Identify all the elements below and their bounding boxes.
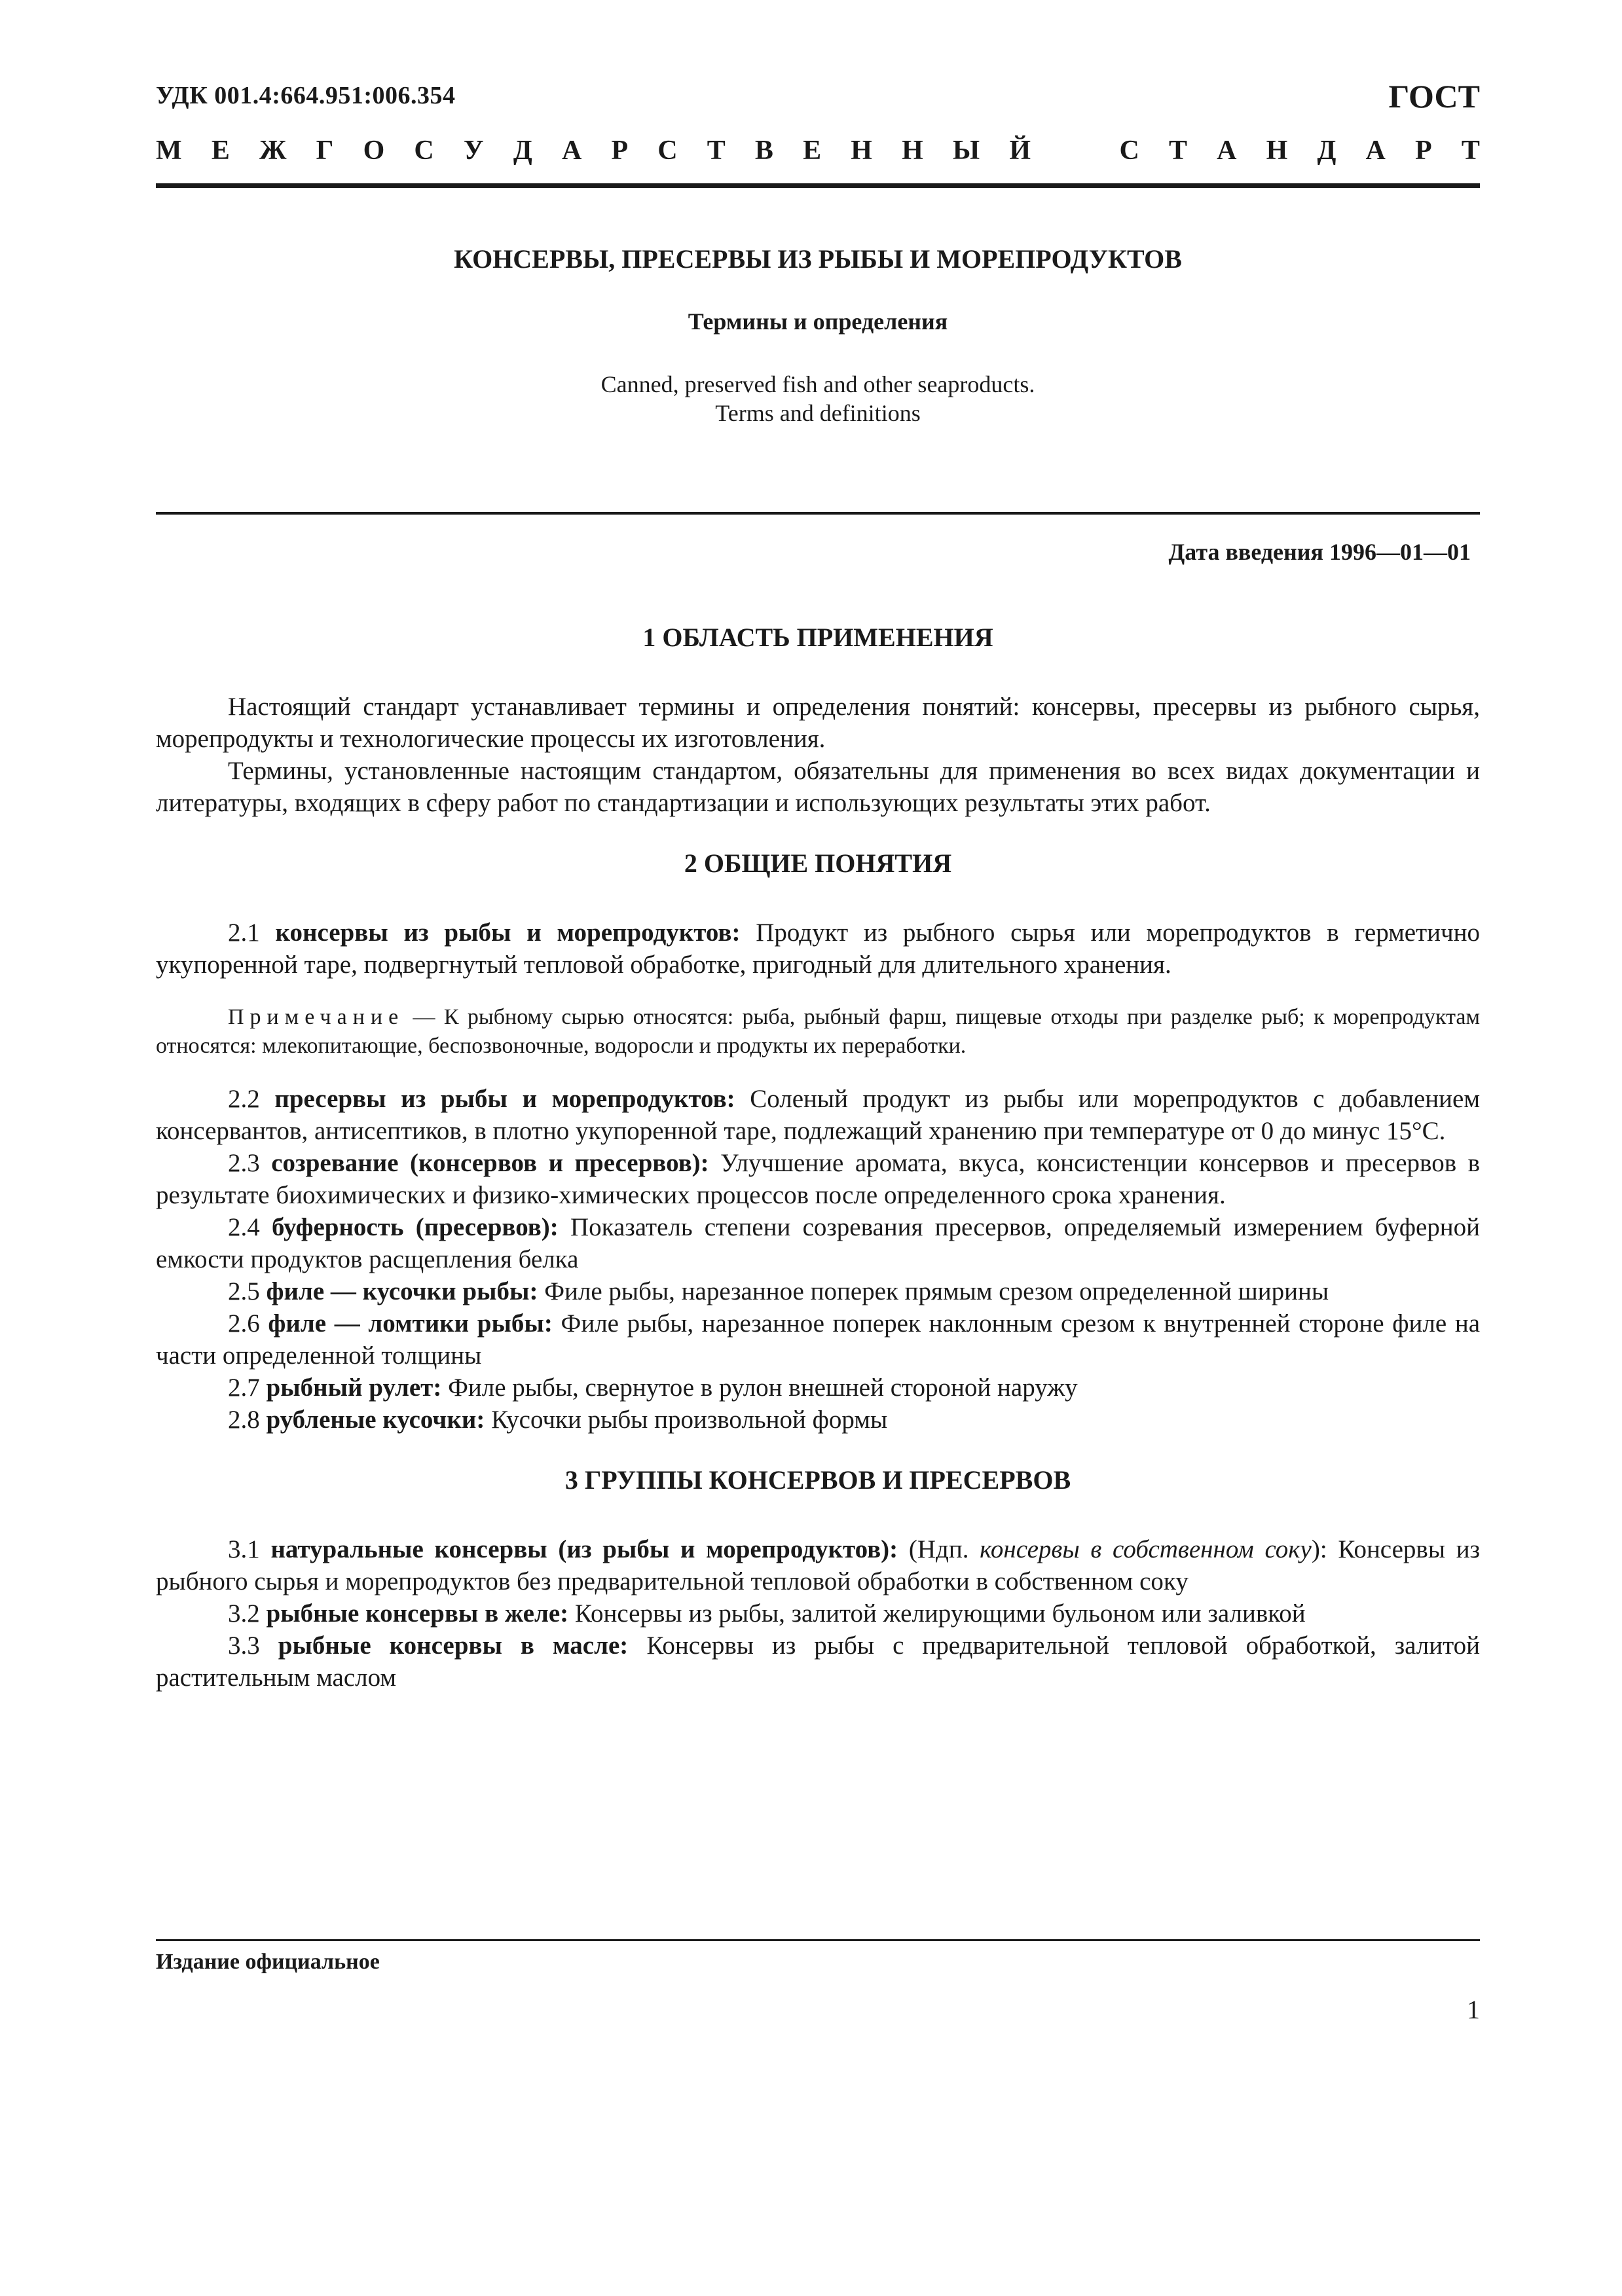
term-definition: Кусочки рыбы произвольной формы	[491, 1406, 888, 1434]
term-name: рубленые кусочки:	[266, 1406, 485, 1434]
paragraph: Термины, установленные настоящим стандартом, обязательны для применения во всех видах документации и литературы, входящих в сферу работ по стандартизации и использующих результаты этих работ.	[156, 757, 1480, 817]
term-definition: Соленый продукт из рыбы или морепродуктов с добавлением консервантов, антисептиков, в плотно укупоренной таре, подлежащий хранению при температуре от 0 до минус 15°С.	[156, 1085, 1481, 1145]
term-name: рыбные консервы в масле:	[278, 1631, 629, 1660]
term-definition: Филе рыбы, свернутое в рулон внешней стороной наружу	[448, 1374, 1078, 1402]
edition-label: Издание официальное	[156, 1950, 380, 1974]
deprecated-term: консервы в собственном соку	[980, 1535, 1312, 1563]
document-title: КОНСЕРВЫ, ПРЕСЕРВЫ ИЗ РЫБЫ И МОРЕПРОДУКТОВ	[454, 244, 1182, 274]
term-definition: ): Консервы из рыбного сырья и морепродуктов без предварительной тепловой обработки в собственном соку	[156, 1535, 1480, 1595]
english-title	[156, 370, 1480, 428]
note-text: — К рыбному сырью относятся: рыба, рыбный фарш, пищевые отходы при разделке рыб; к морепродуктам относятся: млекопитающие, беспозвоночные, водоросли и продукты их переработки.	[156, 1005, 1480, 1058]
term-name: рыбные консервы в желе:	[266, 1599, 569, 1628]
header-rule	[156, 183, 1480, 188]
term-definition: Консервы из рыбы, залитой желирующими бульоном или заливкой	[574, 1599, 1306, 1628]
term-definition: Консервы из рыбы с предварительной тепловой обработкой, залитой растительным маслом	[156, 1631, 1481, 1692]
english-title-line-1: Canned, preserved fish and other seaproducts.	[600, 371, 1035, 397]
term-name: буферность (пресервов):	[271, 1213, 559, 1241]
term-entry: 3.1 натуральные консервы (из рыбы и морепродуктов): (Ндп. консервы в собственном соку): Консервы из рыбного сырья и морепродуктов без предварительной тепловой обработки в собственном соку	[156, 1535, 1480, 1595]
note-label: Примечание	[228, 1005, 405, 1029]
term-name: консервы из рыбы и морепродуктов:	[275, 919, 741, 947]
term-entry: 2.1 консервы из рыбы и морепродуктов: Продукт из рыбного сырья или морепродуктов в герметично укупоренной таре, подвергнутый тепловой обработке, пригодный для длительного хранения.	[156, 919, 1481, 979]
term-definition: Продукт из рыбного сырья или морепродуктов в герметично укупоренной таре, подвергнутый тепловой обработке, пригодный для длительного хранения.	[156, 919, 1481, 979]
term-entry: 3.2 рыбные консервы в желе: Консервы из рыбы, залитой желирующими бульоном или заливкой	[228, 1599, 1306, 1628]
introduction-date: Дата введения 1996—01—01	[1168, 539, 1471, 565]
term-entry: 2.8 рубленые кусочки: Кусочки рыбы произвольной формы	[228, 1406, 888, 1434]
document-subtitle: Термины и определения	[688, 308, 948, 335]
term-definition: Филе рыбы, нарезанное поперек прямым срезом определенной ширины	[544, 1277, 1329, 1305]
term-name: филе — ломтики рыбы:	[268, 1309, 553, 1338]
term-name: натуральные консервы (из рыбы и морепродуктов):	[270, 1535, 898, 1563]
title-rule	[156, 512, 1480, 515]
paragraph: Настоящий стандарт устанавливает термины и определения понятий: консервы, пресервы из рыбного сырья, морепродукты и технологические процессы их изготовления.	[156, 693, 1480, 753]
term-entry: 2.2 пресервы из рыбы и морепродуктов: Соленый продукт из рыбы или морепродуктов с добавлением консервантов, антисептиков, в плотно укупоренной таре, подлежащий хранению при температуре от 0 до минус 15°С.	[156, 1085, 1481, 1145]
term-definition: Улучшение аромата, вкуса, консистенции консервов и пресервов в результате биохимических и физико-химических процессов после определенного срока хранения.	[156, 1149, 1481, 1209]
term-name: созревание (консервов и пресервов):	[271, 1149, 709, 1177]
section-heading: 3 ГРУППЫ КОНСЕРВОВ И ПРЕСЕРВОВ	[564, 1465, 1071, 1495]
english-title-line-2: Terms and definitions	[715, 400, 921, 426]
term-entry: 2.5 филе — кусочки рыбы: Филе рыбы, нарезанное поперек прямым срезом определенной ширины	[228, 1277, 1329, 1305]
term-definition: Показатель степени созревания пресервов, определяемый измерением буферной емкости продуктов расщепления белка	[156, 1213, 1481, 1273]
term-entry: 2.6 филе — ломтики рыбы: Филе рыбы, нарезанное поперек наклонным срезом к внутренней стороне филе на части определенной толщины	[156, 1309, 1481, 1370]
term-entry: 3.3 рыбные консервы в масле: Консервы из рыбы с предварительной тепловой обработкой, залитой растительным маслом	[156, 1631, 1481, 1692]
term-entry: 2.3 созревание (консервов и пресервов): Улучшение аромата, вкуса, консистенции консервов и пресервов в результате биохимических и физико-химических процессов после определенного срока хранения.	[156, 1149, 1481, 1209]
footer-rule	[156, 1939, 1480, 1941]
section-heading: 2 ОБЩИЕ ПОНЯТИЯ	[684, 848, 952, 878]
term-definition: Филе рыбы, нарезанное поперек наклонным срезом к внутренней стороне филе на части определенной толщины	[156, 1309, 1481, 1370]
document-body	[156, 622, 1480, 1694]
term-entry: 2.7 рыбный рулет: Филе рыбы, свернутое в рулон внешней стороной наружу	[228, 1374, 1078, 1402]
interstate-standard-banner: М Е Ж Г О С У Д А Р С Т В Е Н Н Ы Й С Т А Н Д А Р Т	[156, 136, 1480, 166]
page-number: 1	[1467, 1995, 1480, 2024]
udk-code: УДК 001.4:664.951:006.354	[156, 82, 456, 109]
note	[156, 1003, 1480, 1061]
term-name: пресервы из рыбы и морепродуктов:	[274, 1085, 735, 1113]
gost-label: ГОСТ	[1388, 78, 1480, 115]
term-entry: 2.4 буферность (пресервов): Показатель степени созревания пресервов, определяемый измерением буферной емкости продуктов расщепления белка	[156, 1213, 1481, 1273]
document-page	[156, 0, 1480, 2296]
header-row	[156, 77, 1480, 117]
term-name: филе — кусочки рыбы:	[266, 1277, 538, 1305]
term-name: рыбный рулет:	[266, 1374, 442, 1402]
section-heading: 1 ОБЛАСТЬ ПРИМЕНЕНИЯ	[642, 623, 993, 652]
